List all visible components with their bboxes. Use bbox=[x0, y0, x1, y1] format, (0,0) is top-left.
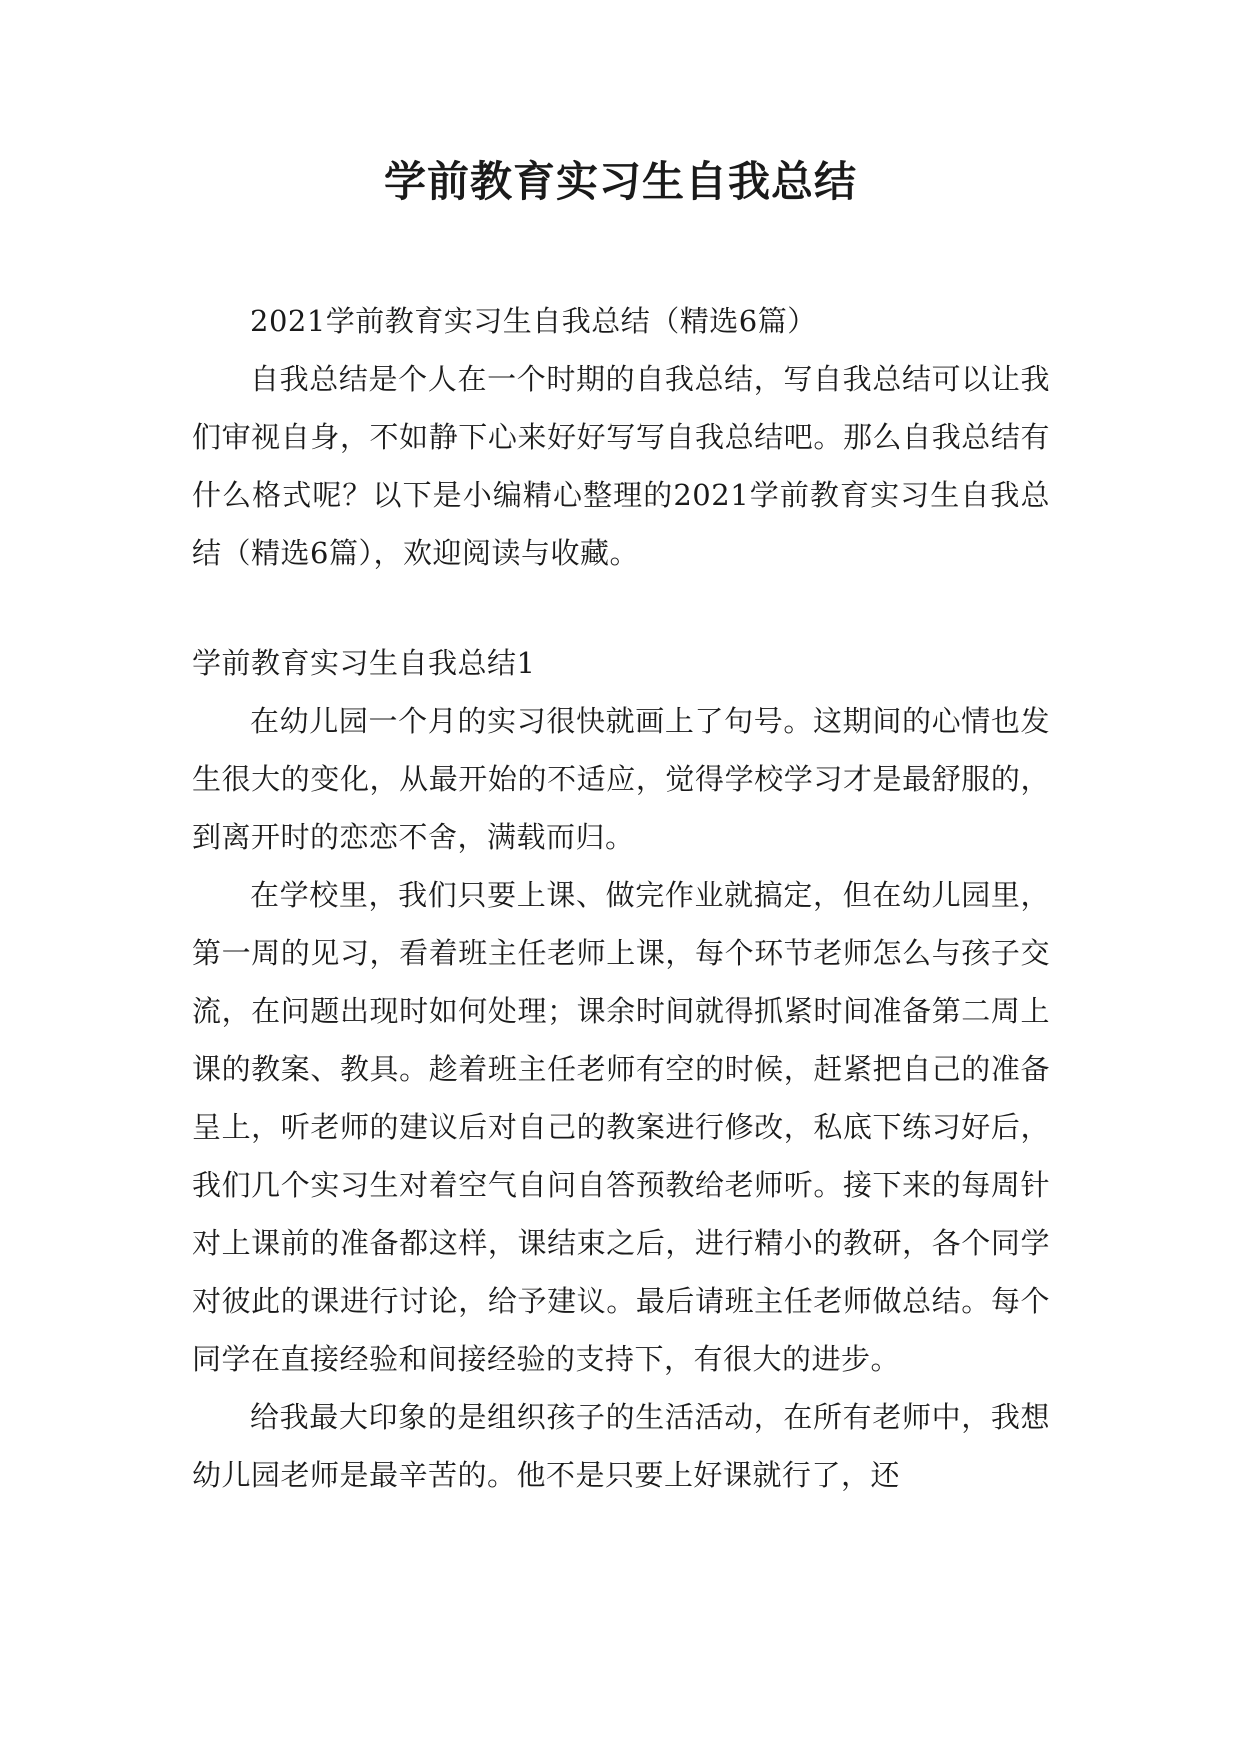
document-title: 学前教育实习生自我总结 bbox=[383, 157, 857, 206]
section-heading: 学前教育实习生自我总结1 bbox=[192, 646, 536, 680]
body-paragraph: 给我最大印象的是组织孩子的生活活动，在所有老师中，我想幼儿园老师是最辛苦的。他不是只要上好课就行了，还 bbox=[192, 1400, 1050, 1492]
body-paragraph: 在幼儿园一个月的实习很快就画上了句号。这期间的心情也发生很大的变化，从最开始的不适应，觉得学校学习才是最舒服的，到离开时的恋恋不舍，满载而归。 bbox=[192, 704, 1050, 854]
document-body bbox=[192, 292, 1050, 1504]
document-subtitle: 2021学前教育实习生自我总结（精选6篇） bbox=[250, 304, 817, 338]
intro-paragraph: 自我总结是个人在一个时期的自我总结，写自我总结可以让我们审视自身，不如静下心来好好写写自我总结吧。那么自我总结有什么格式呢？以下是小编精心整理的2021学前教育实习生自我总结（精选6篇），欢迎阅读与收藏。 bbox=[192, 362, 1050, 570]
body-paragraph: 在学校里，我们只要上课、做完作业就搞定，但在幼儿园里，第一周的见习，看着班主任老师上课，每个环节老师怎么与孩子交流，在问题出现时如何处理；课余时间就得抓紧时间准备第二周上课的教案、教具。趁着班主任老师有空的时候，赶紧把自己的准备呈上，听老师的建议后对自己的教案进行修改，私底下练习好后，我们几个实习生对着空气自问自答预教给老师听。接下来的每周针对上课前的准备都这样，课结束之后，进行精小的教研，各个同学对彼此的课进行讨论，给予建议。最后请班主任老师做总结。每个同学在直接经验和间接经验的支持下，有很大的进步。 bbox=[192, 878, 1050, 1376]
